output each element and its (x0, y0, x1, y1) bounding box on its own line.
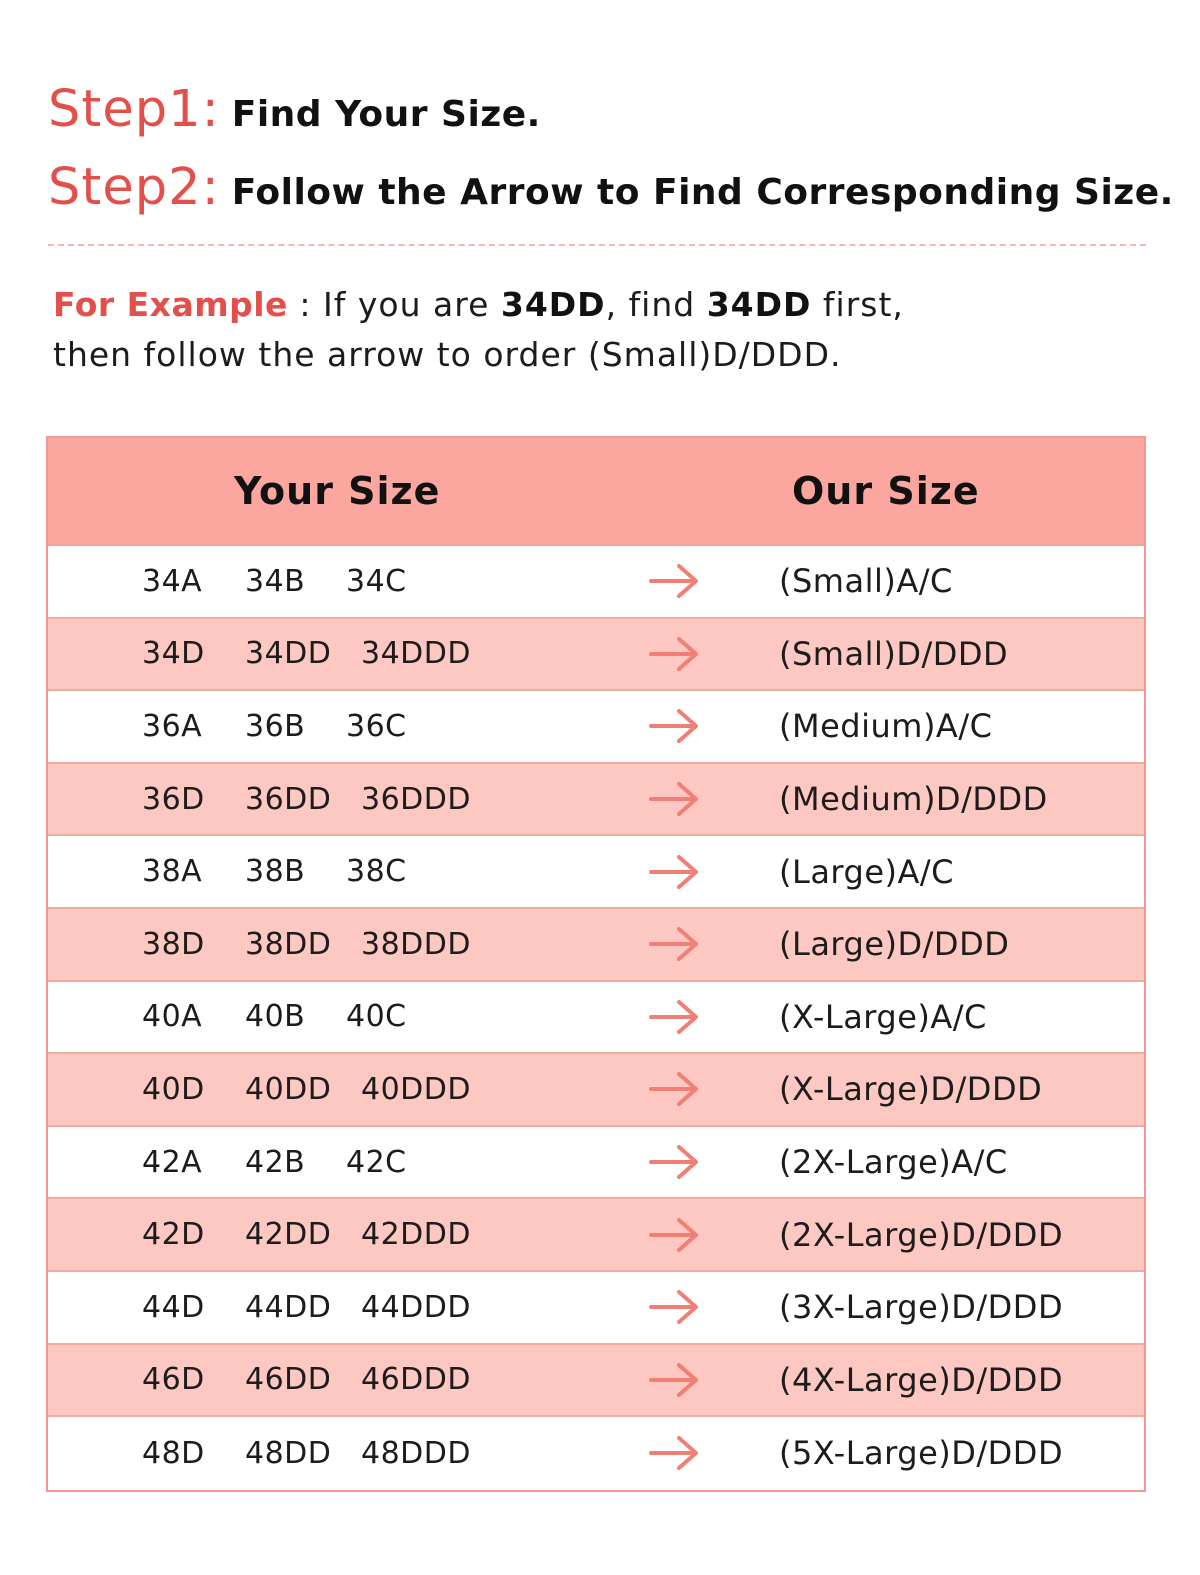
table-row (48, 1199, 1144, 1272)
our-size-value: (5X-Large)D/DDD (779, 1434, 1064, 1473)
table-header (48, 438, 1144, 546)
your-size-value: 34DD (245, 636, 332, 672)
right-arrow-icon (648, 1070, 700, 1108)
right-arrow-icon (648, 1143, 700, 1181)
your-size-value: 40DD (245, 1071, 332, 1107)
your-size-value: 34A (142, 563, 203, 599)
example-size-2: 34DD (706, 285, 812, 324)
our-size-value: (Large)A/C (779, 852, 955, 891)
table-row (48, 691, 1144, 764)
your-size-value: 42DDD (361, 1217, 471, 1253)
your-size-value: 40B (245, 999, 306, 1035)
table-row (48, 1417, 1144, 1490)
your-size-value: 48DD (245, 1435, 332, 1471)
table-row (48, 982, 1144, 1055)
step-1-text: Find Your Size. (231, 94, 541, 135)
our-size-value: (X-Large)A/C (779, 997, 987, 1036)
steps-section (48, 80, 1178, 236)
your-size-value: 44D (142, 1289, 205, 1325)
table-row (48, 546, 1144, 619)
your-size-value: 34B (245, 563, 306, 599)
your-size-value: 34DDD (361, 636, 471, 672)
example-mid: , find (605, 285, 707, 324)
right-arrow-icon (648, 707, 700, 745)
our-size-value: (4X-Large)D/DDD (779, 1360, 1064, 1399)
your-size-value: 46D (142, 1362, 205, 1398)
your-size-value: 36C (346, 708, 407, 744)
your-size-value: 42DD (245, 1217, 332, 1253)
example-lead: For Example (53, 285, 288, 324)
header-your-size: Your Size (234, 469, 441, 513)
your-size-value: 36A (142, 708, 203, 744)
your-size-value: 44DDD (361, 1289, 471, 1325)
your-size-value: 40D (142, 1071, 205, 1107)
your-size-value: 42B (245, 1144, 306, 1180)
your-size-value: 36D (142, 781, 205, 817)
your-size-value: 38C (346, 854, 407, 890)
step-2 (48, 158, 1178, 236)
our-size-value: (X-Large)D/DDD (779, 1070, 1043, 1109)
your-size-value: 34D (142, 636, 205, 672)
our-size-value: (Small)A/C (779, 562, 953, 601)
table-row (48, 1054, 1144, 1127)
step-1-label: Step1: (48, 80, 220, 139)
your-size-value: 36DDD (361, 781, 471, 817)
our-size-value: (Medium)D/DDD (779, 780, 1048, 819)
table-body (48, 546, 1144, 1490)
step-1 (48, 80, 1178, 158)
our-size-value: (Small)D/DDD (779, 634, 1009, 673)
table-row (48, 1345, 1144, 1418)
table-row (48, 764, 1144, 837)
header-our-size: Our Size (792, 469, 980, 513)
example-line-2: then follow the arrow to order (Small)D/DDD. (53, 335, 842, 374)
your-size-value: 36B (245, 708, 306, 744)
example-size-1: 34DD (500, 285, 606, 324)
right-arrow-icon (648, 635, 700, 673)
table-row (48, 1127, 1144, 1200)
your-size-value: 40DDD (361, 1071, 471, 1107)
dashed-divider (48, 244, 1146, 246)
right-arrow-icon (648, 1216, 700, 1254)
our-size-value: (2X-Large)A/C (779, 1143, 1008, 1182)
right-arrow-icon (648, 853, 700, 891)
your-size-value: 48D (142, 1435, 205, 1471)
table-row (48, 909, 1144, 982)
our-size-value: (3X-Large)D/DDD (779, 1288, 1064, 1327)
size-chart-table (46, 436, 1146, 1492)
right-arrow-icon (648, 998, 700, 1036)
your-size-value: 42A (142, 1144, 203, 1180)
your-size-value: 48DDD (361, 1435, 471, 1471)
right-arrow-icon (648, 562, 700, 600)
table-row (48, 1272, 1144, 1345)
your-size-value: 38DD (245, 926, 332, 962)
example-line-1 (53, 280, 1153, 330)
your-size-value: 42C (346, 1144, 407, 1180)
example-note (53, 280, 1153, 380)
right-arrow-icon (648, 1434, 700, 1472)
your-size-value: 42D (142, 1217, 205, 1253)
right-arrow-icon (648, 1361, 700, 1399)
your-size-value: 38A (142, 854, 203, 890)
right-arrow-icon (648, 1288, 700, 1326)
right-arrow-icon (648, 925, 700, 963)
your-size-value: 44DD (245, 1289, 332, 1325)
your-size-value: 34C (346, 563, 407, 599)
our-size-value: (Large)D/DDD (779, 925, 1010, 964)
your-size-value: 40C (346, 999, 407, 1035)
our-size-value: (2X-Large)D/DDD (779, 1215, 1064, 1254)
your-size-value: 46DD (245, 1362, 332, 1398)
table-row (48, 836, 1144, 909)
your-size-value: 36DD (245, 781, 332, 817)
step-2-text: Follow the Arrow to Find Corresponding Size. (231, 172, 1174, 213)
table-row (48, 619, 1144, 692)
your-size-value: 38DDD (361, 926, 471, 962)
your-size-value: 40A (142, 999, 203, 1035)
right-arrow-icon (648, 780, 700, 818)
your-size-value: 38D (142, 926, 205, 962)
step-2-label: Step2: (48, 158, 220, 217)
our-size-value: (Medium)A/C (779, 707, 993, 746)
your-size-value: 46DDD (361, 1362, 471, 1398)
example-tail: first, (811, 285, 904, 324)
example-sep: : If you are (287, 285, 501, 324)
your-size-value: 38B (245, 854, 306, 890)
